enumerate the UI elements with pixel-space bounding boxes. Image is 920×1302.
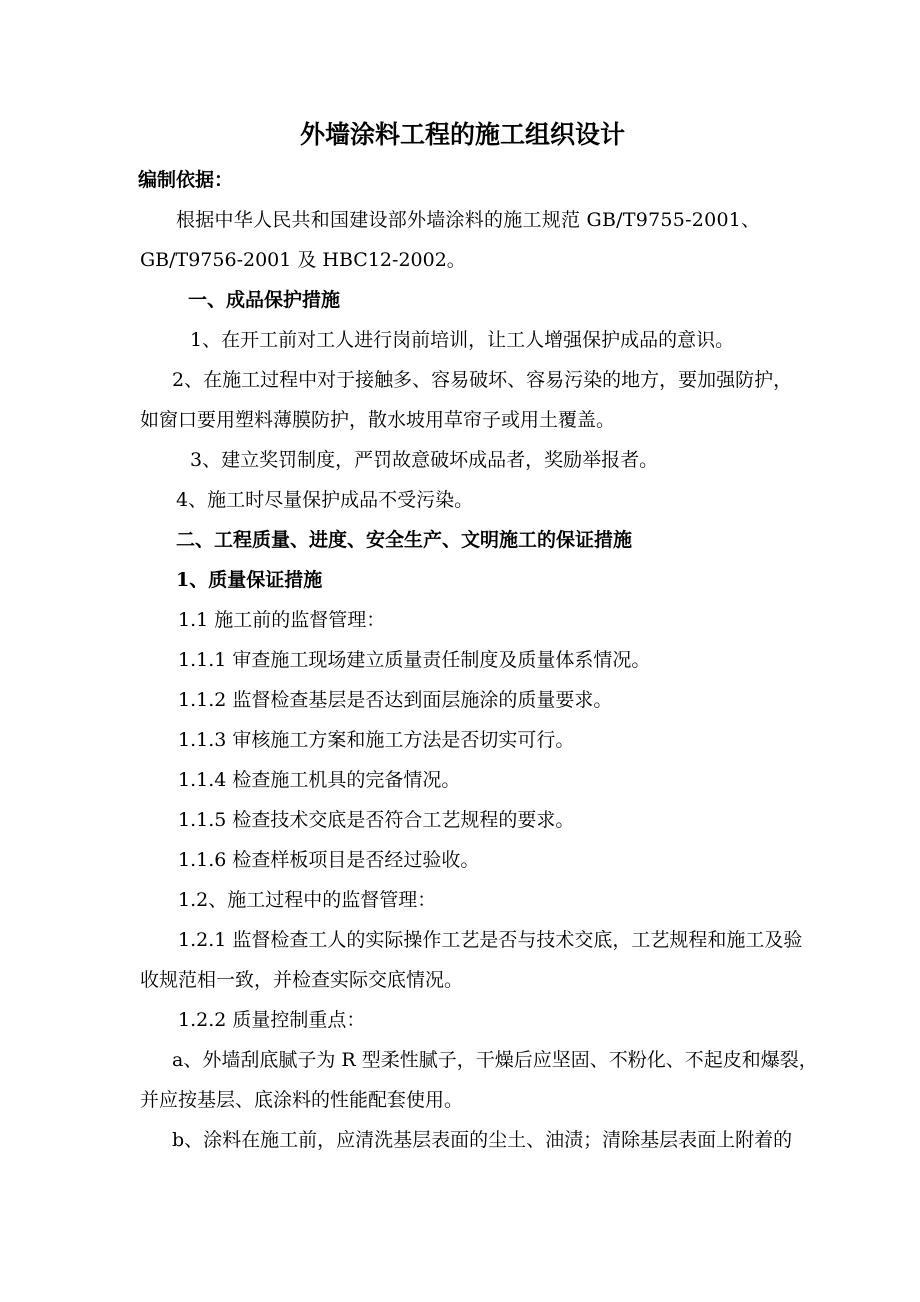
subsection-heading: 1、质量保证措施 xyxy=(176,569,323,591)
clause-continuation: 并应按基层、底涂料的性能配套使用。 xyxy=(140,1089,464,1111)
list-item: 3、建立奖罚制度，严罚故意破坏成品者，奖励举报者。 xyxy=(190,449,659,471)
basis-paragraph-line: 根据中华人民共和国建设部外墙涂料的施工规范 GB/T9755-2001、 xyxy=(176,209,761,231)
clause: 1.1.6 检查样板项目是否经过验收。 xyxy=(178,849,480,871)
list-item: 4、施工时尽量保护成品不受污染。 xyxy=(176,489,474,511)
clause-continuation: 收规范相一致，并检查实际交底情况。 xyxy=(140,969,464,991)
basis-heading: 编制依据： xyxy=(138,169,234,191)
clause: a、外墙刮底腻子为 R 型柔性腻子，干燥后应坚固、不粉化、不起皮和爆裂， xyxy=(172,1049,818,1071)
document-title: 外墙涂料工程的施工组织设计 xyxy=(300,120,626,149)
clause: 1.1.3 审核施工方案和施工方法是否切实可行。 xyxy=(178,729,575,751)
clause: 1.1.1 审查施工现场建立质量责任制度及质量体系情况。 xyxy=(178,649,651,671)
list-item: 1、在开工前对工人进行岗前培训，让工人增强保护成品的意识。 xyxy=(190,329,735,351)
list-item-continuation: 如窗口要用塑料薄膜防护，散水坡用草帘子或用土覆盖。 xyxy=(140,409,616,431)
section-heading: 一、成品保护措施 xyxy=(188,289,341,311)
clause: b、涂料在施工前，应清洗基层表面的尘土、油渍；清除基层表面上附着的 xyxy=(172,1129,793,1151)
clause: 1.1.2 监督检查基层是否达到面层施涂的质量要求。 xyxy=(178,689,613,711)
section-heading: 二、工程质量、进度、安全生产、文明施工的保证措施 xyxy=(176,529,633,551)
clause: 1.2.2 质量控制重点： xyxy=(178,1009,366,1031)
clause: 1.1.5 检查技术交底是否符合工艺规程的要求。 xyxy=(178,809,575,831)
clause: 1.2、施工过程中的监督管理： xyxy=(178,889,437,911)
clause: 1.2.1 监督检查工人的实际操作工艺是否与技术交底，工艺规程和施工及验 xyxy=(178,929,803,951)
clause: 1.1.4 检查施工机具的完备情况。 xyxy=(178,769,461,791)
basis-paragraph-line: GB/T9756-2001 及 HBC12-2002。 xyxy=(140,249,466,271)
list-item: 2、在施工过程中对于接触多、容易破坏、容易污染的地方，要加强防护， xyxy=(172,369,793,391)
clause: 1.1 施工前的监督管理： xyxy=(178,609,386,631)
